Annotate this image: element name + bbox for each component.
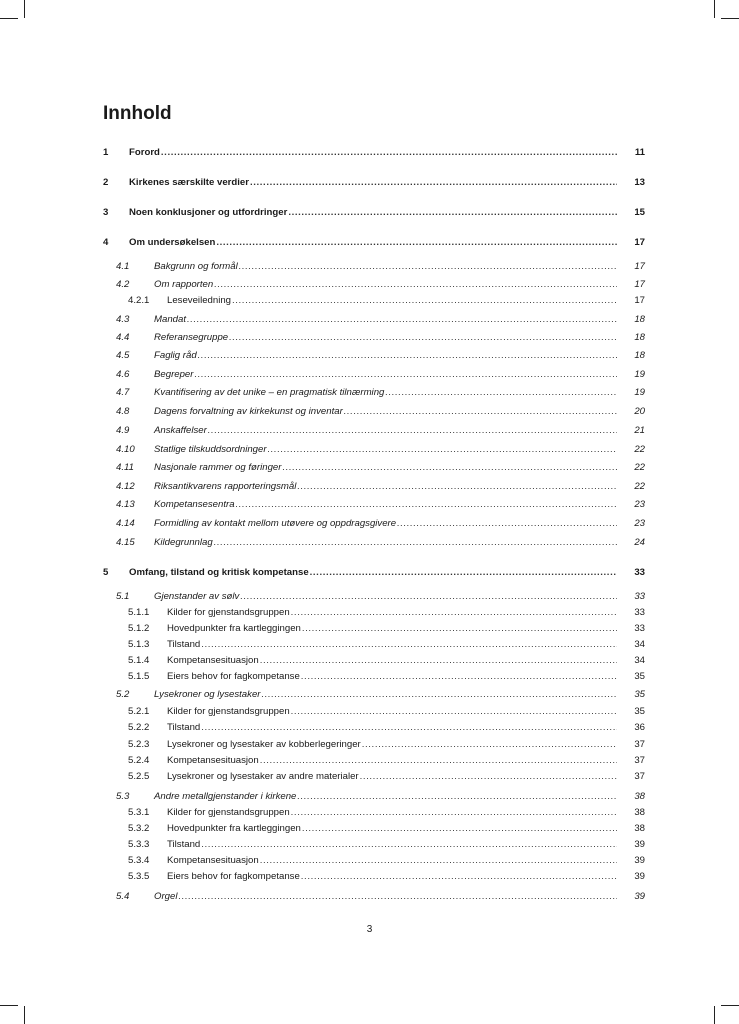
toc-entry-title-leader: [154, 517, 617, 531]
toc-entry-title-leader: [154, 790, 617, 804]
toc-entry-title-leader: [154, 890, 617, 904]
toc-heading: Innhold: [103, 103, 172, 124]
toc-entry-title-leader: [154, 405, 617, 419]
toc-entry-page: 33: [634, 623, 645, 634]
dot-leader: [161, 146, 617, 160]
toc-entry[interactable]: [0, 770, 739, 784]
dot-leader: [282, 461, 617, 475]
dot-leader: [302, 822, 617, 836]
toc-entry[interactable]: [0, 206, 739, 220]
toc-entry-title: Hovedpunkter fra kartleggingen: [167, 823, 301, 834]
toc-entry-title: Kompetansesituasjon: [167, 655, 259, 666]
toc-entry[interactable]: [0, 294, 739, 308]
toc-entry-title-leader: [167, 606, 617, 620]
toc-entry-number: 4.2.1: [128, 295, 150, 306]
toc-entry[interactable]: [0, 368, 739, 382]
toc-entry-page: 17: [634, 279, 645, 290]
dot-leader: [291, 606, 617, 620]
toc-entry[interactable]: [0, 443, 739, 457]
toc-entry-number: 5.1.4: [128, 655, 150, 666]
toc-entry-number: 5.1.5: [128, 671, 150, 682]
dot-leader: [240, 590, 617, 604]
toc-entry-page: 21: [634, 425, 645, 436]
toc-entry[interactable]: [0, 517, 739, 531]
toc-entry-title: Gjenstander av sølv: [154, 591, 240, 602]
toc-entry-title: Lysekroner og lysestaker av andre materialer: [167, 771, 359, 782]
toc-entry-page: 23: [634, 499, 645, 510]
dot-leader: [250, 176, 617, 190]
toc-entry-page: 17: [634, 295, 645, 306]
toc-entry[interactable]: [0, 890, 739, 904]
toc-entry[interactable]: [0, 313, 739, 327]
dot-leader: [214, 278, 617, 292]
toc-entry-number: 5.3.3: [128, 839, 150, 850]
toc-entry-page: 33: [634, 591, 645, 602]
toc-entry[interactable]: [0, 654, 739, 668]
toc-entry-title: Tilstand: [167, 839, 201, 850]
dot-leader: [260, 854, 617, 868]
crop-mark: [0, 18, 18, 19]
toc-entry-page: 39: [634, 855, 645, 866]
dot-leader: [201, 721, 617, 735]
toc-entry-page: 11: [634, 147, 645, 158]
toc-entry-number: 5.1.2: [128, 623, 150, 634]
toc-entry-page: 37: [634, 739, 645, 750]
dot-leader: [297, 790, 617, 804]
dot-leader: [187, 313, 617, 327]
dot-leader: [232, 294, 617, 308]
toc-entry-title: Kompetansesituasjon: [167, 855, 259, 866]
crop-mark: [721, 1005, 739, 1006]
toc-entry-title-leader: [154, 386, 617, 400]
toc-entry[interactable]: [0, 236, 739, 250]
toc-entry-page: 38: [634, 807, 645, 818]
toc-entry[interactable]: [0, 705, 739, 719]
toc-entry-title-leader: [154, 278, 617, 292]
toc-entry-title-leader: [167, 622, 617, 636]
dot-leader: [260, 754, 617, 768]
toc-entry-number: 3: [103, 207, 109, 218]
dot-leader: [236, 498, 617, 512]
dot-leader: [291, 705, 617, 719]
toc-entry-title-leader: [167, 854, 617, 868]
toc-entry-page: 22: [634, 444, 645, 455]
toc-entry-title-leader: [154, 349, 617, 363]
toc-entry-title-leader: [154, 424, 617, 438]
toc-entry-number: 5.1.1: [128, 607, 150, 618]
toc-entry-title: Om undersøkelsen: [129, 237, 216, 248]
toc-entry-number: 4.12: [116, 481, 135, 492]
toc-entry-title: Faglig råd: [154, 350, 197, 361]
dot-leader: [208, 424, 617, 438]
dot-leader: [344, 405, 617, 419]
toc-entry-title: Leseveiledning: [167, 295, 232, 306]
toc-entry-title: Om rapporten: [154, 279, 214, 290]
toc-entry-page: 35: [634, 671, 645, 682]
dot-leader: [214, 536, 617, 550]
toc-entry-title-leader: [167, 838, 617, 852]
toc-entry-number: 4.10: [116, 444, 135, 455]
toc-entry-number: 4.1: [116, 261, 130, 272]
crop-mark: [24, 0, 25, 18]
toc-entry-title: Kompetansesentra: [154, 499, 235, 510]
toc-entry-title-leader: [154, 331, 617, 345]
dot-leader: [239, 260, 617, 274]
toc-entry-number: 4.15: [116, 537, 135, 548]
toc-entry-page: 19: [634, 369, 645, 380]
toc-entry[interactable]: [0, 536, 739, 550]
toc-entry-number: 5.2: [116, 689, 130, 700]
toc-entry[interactable]: [0, 331, 739, 345]
toc-entry-page: 22: [634, 481, 645, 492]
toc-entry-title-leader: [154, 480, 617, 494]
toc-entry[interactable]: [0, 854, 739, 868]
toc-entry-title-leader: [154, 590, 617, 604]
dot-leader: [201, 838, 617, 852]
toc-entry-number: 4.9: [116, 425, 130, 436]
toc-entry[interactable]: [0, 424, 739, 438]
crop-mark: [24, 1006, 25, 1024]
toc-entry-page: 33: [634, 567, 645, 578]
toc-entry-page: 34: [634, 639, 645, 650]
dot-leader: [198, 349, 617, 363]
toc-entry-number: 4.11: [116, 462, 134, 473]
toc-entry-page: 38: [634, 791, 645, 802]
toc-entry-number: 4.3: [116, 314, 130, 325]
toc-entry-title: Orgel: [154, 891, 178, 902]
toc-entry-number: 5.1: [116, 591, 130, 602]
toc-entry-title-leader: [129, 206, 617, 220]
toc-entry-page: 39: [634, 839, 645, 850]
crop-mark: [714, 0, 715, 18]
toc-entry-title-leader: [167, 770, 617, 784]
toc-entry-number: 4.14: [116, 518, 135, 529]
dot-leader: [362, 738, 617, 752]
toc-entry-title: Kompetansesituasjon: [167, 755, 259, 766]
toc-entry-title: Kvantifisering av det unike – en pragmatisk tilnærming: [154, 387, 385, 398]
toc-entry-title: Hovedpunkter fra kartleggingen: [167, 623, 301, 634]
toc-entry-title-leader: [167, 870, 617, 884]
toc-entry-number: 5.2.3: [128, 739, 150, 750]
toc-entry-title: Lysekroner og lysestaker av kobberlegeringer: [167, 739, 361, 750]
toc-entry-page: 38: [634, 823, 645, 834]
toc-entry[interactable]: [0, 590, 739, 604]
toc-entry-title-leader: [167, 638, 617, 652]
toc-entry-page: 19: [634, 387, 645, 398]
toc-entry-page: 35: [634, 689, 645, 700]
toc-entry-page: 36: [634, 722, 645, 733]
toc-entry-number: 5.3.1: [128, 807, 150, 818]
toc-entry[interactable]: [0, 146, 739, 160]
toc-entry-title: Kilder for gjenstandsgruppen: [167, 807, 290, 818]
toc-entry[interactable]: [0, 278, 739, 292]
toc-entry-title: Statlige tilskuddsordninger: [154, 444, 267, 455]
toc-entry[interactable]: [0, 721, 739, 735]
dot-leader: [178, 890, 617, 904]
toc-entry-number: 5.3.4: [128, 855, 150, 866]
toc-entry-title-leader: [167, 738, 617, 752]
toc-entry-title-leader: [154, 443, 617, 457]
toc-entry-title: Omfang, tilstand og kritisk kompetanse: [129, 567, 309, 578]
dot-leader: [385, 386, 617, 400]
dot-leader: [261, 688, 617, 702]
toc-entry-title-leader: [154, 368, 617, 382]
dot-leader: [301, 870, 617, 884]
toc-entry[interactable]: [0, 790, 739, 804]
toc-entry-number: 5.3.5: [128, 871, 150, 882]
toc-entry[interactable]: [0, 870, 739, 884]
toc-entry-page: 24: [634, 537, 645, 548]
toc-entry[interactable]: [0, 349, 739, 363]
toc-entry-title: Bakgrunn og formål: [154, 261, 238, 272]
toc-entry-page: 15: [634, 207, 645, 218]
toc-entry-title: Kilder for gjenstandsgruppen: [167, 607, 290, 618]
toc-entry-title: Formidling av kontakt mellom utøvere og oppdragsgivere: [154, 518, 397, 529]
toc-entry[interactable]: [0, 498, 739, 512]
toc-entry-page: 37: [634, 771, 645, 782]
toc-entry[interactable]: [0, 566, 739, 580]
dot-leader: [260, 654, 617, 668]
toc-entry-title: Nasjonale rammer og føringer: [154, 462, 282, 473]
toc-entry-title: Dagens forvaltning av kirkekunst og inventar: [154, 406, 343, 417]
dot-leader: [229, 331, 617, 345]
toc-entry-title-leader: [154, 461, 617, 475]
toc-entry-number: 2: [103, 177, 109, 188]
toc-entry-title-leader: [129, 236, 617, 250]
toc-entry[interactable]: [0, 638, 739, 652]
toc-entry-title: Lysekroner og lysestaker: [154, 689, 261, 700]
toc-entry-page: 13: [634, 177, 645, 188]
toc-entry-title: Begreper: [154, 369, 194, 380]
dot-leader: [268, 443, 617, 457]
toc-entry[interactable]: [0, 260, 739, 274]
toc-entry-title-leader: [154, 688, 617, 702]
toc-entry[interactable]: [0, 480, 739, 494]
toc-entry-page: 18: [634, 350, 645, 361]
dot-leader: [310, 566, 617, 580]
page-number: 3: [366, 924, 373, 935]
toc-entry-title: Kirkenes særskilte verdier: [129, 177, 249, 188]
toc-entry-title-leader: [154, 498, 617, 512]
toc-entry-title: Forord: [129, 147, 160, 158]
toc-entry[interactable]: [0, 822, 739, 836]
toc-entry-number: 5: [103, 567, 109, 578]
dot-leader: [360, 770, 617, 784]
toc-entry-title-leader: [154, 313, 617, 327]
toc-entry-number: 1: [103, 147, 109, 158]
toc-entry-page: 17: [634, 237, 645, 248]
dot-leader: [194, 368, 617, 382]
dot-leader: [291, 806, 617, 820]
toc-entry-page: 33: [634, 607, 645, 618]
toc-entry-title-leader: [167, 705, 617, 719]
toc-entry-page: 37: [634, 755, 645, 766]
crop-mark: [721, 18, 739, 19]
toc-entry-title-leader: [167, 294, 617, 308]
toc-entry-title: Eiers behov for fagkompetanse: [167, 671, 300, 682]
toc-entry-title: Riksantikvarens rapporteringsmål: [154, 481, 297, 492]
toc-entry-title: Kilder for gjenstandsgruppen: [167, 706, 290, 717]
toc-entry-number: 5.2.4: [128, 755, 150, 766]
toc-entry-title-leader: [167, 822, 617, 836]
toc-entry-title-leader: [129, 176, 617, 190]
toc-entry-page: 18: [634, 332, 645, 343]
toc-entry-title-leader: [167, 654, 617, 668]
toc-entry-title: Noen konklusjoner og utfordringer: [129, 207, 288, 218]
crop-mark: [0, 1005, 18, 1006]
toc-entry-title-leader: [154, 536, 617, 550]
toc-entry-page: 39: [634, 891, 645, 902]
toc-entry-number: 5.2.5: [128, 771, 150, 782]
toc-entry-number: 4.4: [116, 332, 130, 343]
toc-entry-number: 4.6: [116, 369, 130, 380]
toc-entry-page: 17: [634, 261, 645, 272]
toc-entry-number: 5.2.2: [128, 722, 150, 733]
toc-entry-title: Eiers behov for fagkompetanse: [167, 871, 300, 882]
dot-leader: [216, 236, 617, 250]
toc-entry-number: 4: [103, 237, 109, 248]
toc-entry[interactable]: [0, 688, 739, 702]
toc-entry-title-leader: [129, 146, 617, 160]
toc-entry-number: 4.13: [116, 499, 135, 510]
toc-entry-page: 20: [634, 406, 645, 417]
toc-entry[interactable]: [0, 606, 739, 620]
toc-entry-page: 35: [634, 706, 645, 717]
toc-entry-number: 5.4: [116, 891, 130, 902]
toc-entry-title: Andre metallgjenstander i kirkene: [154, 791, 297, 802]
toc-entry[interactable]: [0, 754, 739, 768]
toc-entry-title: Anskaffelser: [154, 425, 207, 436]
dot-leader: [288, 206, 617, 220]
toc-entry-title-leader: [167, 806, 617, 820]
toc-entry-title-leader: [167, 754, 617, 768]
toc-entry-page: 22: [634, 462, 645, 473]
toc-entry-number: 4.7: [116, 387, 130, 398]
toc-entry-number: 4.2: [116, 279, 130, 290]
toc-entry-title-leader: [167, 721, 617, 735]
toc-entry[interactable]: [0, 176, 739, 190]
toc-entry-number: 5.3: [116, 791, 130, 802]
toc-entry-page: 34: [634, 655, 645, 666]
crop-mark: [714, 1006, 715, 1024]
toc-entry-title: Kildegrunnlag: [154, 537, 213, 548]
toc-entry-title-leader: [129, 566, 617, 580]
toc-entry-title: Mandat: [154, 314, 186, 325]
toc-entry-number: 5.3.2: [128, 823, 150, 834]
toc-entry-title-leader: [167, 670, 617, 684]
toc-entry[interactable]: [0, 461, 739, 475]
toc-entry[interactable]: [0, 838, 739, 852]
toc-entry[interactable]: [0, 670, 739, 684]
dot-leader: [301, 670, 617, 684]
toc-entry-number: 4.8: [116, 406, 130, 417]
toc-entry-number: 5.2.1: [128, 706, 150, 717]
toc-entry[interactable]: [0, 405, 739, 419]
toc-entry[interactable]: [0, 738, 739, 752]
toc-entry-number: 4.5: [116, 350, 130, 361]
toc-entry-title-leader: [154, 260, 617, 274]
toc-entry-page: 39: [634, 871, 645, 882]
toc-entry-page: 18: [634, 314, 645, 325]
dot-leader: [297, 480, 617, 494]
dot-leader: [201, 638, 617, 652]
toc-entry-number: 5.1.3: [128, 639, 150, 650]
dot-leader: [302, 622, 617, 636]
dot-leader: [397, 517, 617, 531]
toc-entry-page: 23: [634, 518, 645, 529]
toc-entry-title: Tilstand: [167, 639, 201, 650]
toc-entry[interactable]: [0, 622, 739, 636]
toc-entry-title: Tilstand: [167, 722, 201, 733]
toc-entry[interactable]: [0, 806, 739, 820]
toc-entry[interactable]: [0, 386, 739, 400]
toc-entry-title: Referansegruppe: [154, 332, 229, 343]
